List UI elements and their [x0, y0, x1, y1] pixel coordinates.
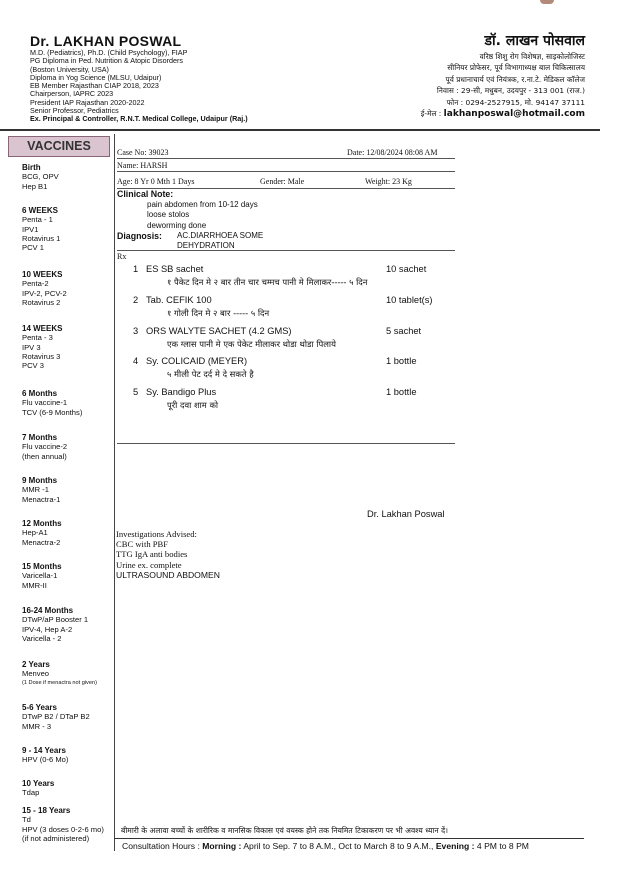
vaccine-item: IPV 3 — [22, 342, 41, 352]
vaccine-item: Menactra-1 — [22, 494, 61, 504]
email-address[interactable]: lakhanposwal@hotmail.com — [443, 109, 585, 120]
visit-date: Date: 12/08/2024 08:08 AM — [347, 148, 438, 157]
vaccine-item: DTwP B2 / DTaP B2 — [22, 712, 90, 722]
rx-item-number: 1 — [133, 264, 139, 274]
rx-drug-name: ES SB sachet — [146, 264, 204, 274]
footer-divider — [114, 838, 584, 839]
investigation-item: Urine ex. complete — [116, 559, 182, 570]
rx-instructions: पूरी दवा शाम को — [167, 400, 219, 410]
vaccine-item: PCV 1 — [22, 243, 44, 253]
patient-gender: Gender: Male — [260, 177, 305, 186]
vaccine-group-heading: Birth — [22, 163, 41, 172]
vaccine-item: Tdap — [22, 788, 40, 798]
clinical-note-line: loose stolos — [147, 210, 190, 220]
vaccines-title: VACCINES — [8, 136, 110, 157]
case-number: Case No: 39023 — [117, 148, 169, 157]
rx-quantity: 1 bottle — [386, 387, 417, 397]
vaccine-item: Rotavirus 3 — [22, 351, 61, 361]
rx-instructions: ५ मीली पेट दर्द मे दे सकते है — [167, 369, 254, 379]
vaccine-group-heading: 6 WEEKS — [22, 206, 59, 215]
footer-advice-hindi: बीमारी के अलावा बच्चों के शारीरिक व मानसिक विकास एवं वयस्क होने तक नियमित टिकाकरण पर भी अवश्य ध्यान दें। — [121, 826, 448, 835]
vaccine-item: (then annual) — [22, 451, 67, 461]
rx-item-number: 2 — [133, 295, 139, 305]
vaccine-item: (if not administered) — [22, 833, 90, 843]
vaccine-group-heading: 15 - 18 Years — [22, 806, 71, 815]
vaccine-item: Hep B1 — [22, 181, 48, 191]
vaccine-item: HPV (3 doses 0-2-6 mo) — [22, 824, 104, 834]
vaccine-item: (1 Dose if menactra not given) — [22, 679, 97, 686]
qualification-line: Chairperson, IAPRC 2023 — [30, 89, 114, 99]
doctor-name-hindi: डॉ. लाखन पोसवाल — [484, 33, 585, 49]
vaccine-group-heading: 5-6 Years — [22, 703, 57, 712]
evening-hours: 4 PM to 8 PM — [476, 841, 529, 851]
vaccine-item: Varicella - 2 — [22, 633, 62, 643]
morning-hours: April to Sep. 7 to 8 A.M., Oct to March 8 to 9 A.M., — [243, 841, 434, 851]
patient-weight: Weight: 23 Kg — [365, 177, 412, 186]
vaccine-item: IPV1 — [22, 224, 39, 234]
qualification-line: President IAP Rajasthan 2020-2022 — [30, 97, 145, 107]
vaccine-group-heading: 15 Months — [22, 562, 62, 571]
qualification-line: EB Member Rajasthan CIAP 2018, 2023 — [30, 81, 159, 91]
vaccine-item: MMR - 3 — [22, 721, 52, 731]
vaccine-item: IPV-2, PCV-2 — [22, 288, 67, 298]
qualification-line: PG Diploma in Ped. Nutrition & Atopic Disorders — [30, 56, 183, 66]
vaccine-group-heading: 7 Months — [22, 433, 58, 442]
clinical-note-label: Clinical Note: — [117, 189, 174, 199]
vaccine-item: Flu vaccine-2 — [22, 442, 68, 452]
consultation-hours — [122, 841, 529, 851]
rx-drug-name: Sy. Bandigo Plus — [146, 387, 217, 397]
vaccine-item: Penta-2 — [22, 279, 49, 289]
evening-label: Evening : — [435, 841, 475, 851]
vaccine-item: Menactra-2 — [22, 537, 61, 547]
rx-label: Rx — [117, 252, 127, 261]
vaccine-item: Penta - 3 — [22, 333, 53, 343]
patient-age: Age: 8 Yr 0 Mth 1 Days — [117, 177, 195, 186]
vaccine-item: DTwP/aP Booster 1 — [22, 615, 89, 625]
vaccine-item: Rotavirus 2 — [22, 297, 61, 307]
vaccine-item: PCV 3 — [22, 361, 44, 371]
vaccine-item: HPV (0-6 Mo) — [22, 755, 69, 765]
rx-item-number: 3 — [133, 326, 139, 336]
doctor-position: Ex. Principal & Controller, R.N.T. Medical College, Udaipur (Raj.) — [30, 114, 248, 124]
vaccine-group-heading: 9 Months — [22, 476, 58, 485]
hindi-line: सीनियर प्रोफेसर, पूर्व विभागाध्यक्ष बाल चिकित्सालय — [447, 63, 585, 73]
vaccine-item: IPV-4, Hep A-2 — [22, 624, 73, 634]
vaccine-item: Penta - 1 — [22, 215, 53, 225]
vaccine-item: Rotavirus 1 — [22, 233, 61, 243]
vaccine-item: MMR -1 — [22, 485, 49, 495]
vaccine-item: Flu vaccine-1 — [22, 398, 68, 408]
vaccine-group-heading: 9 - 14 Years — [22, 746, 66, 755]
vaccine-item: Td — [22, 815, 31, 825]
hindi-phone: फोन : 0294-2527915, मो. 94147 37111 — [446, 97, 585, 107]
vaccine-item: Hep-A1 — [22, 528, 48, 538]
rx-drug-name: Tab. CEFIK 100 — [146, 295, 212, 305]
investigations-label: Investigations Advised: — [116, 529, 197, 539]
investigation-item: TTG IgA anti bodies — [116, 549, 188, 560]
diagnosis-line: AC.DIARRHOEA SOME — [177, 231, 264, 240]
divider — [117, 443, 455, 444]
clinical-note-line: deworming done — [147, 220, 207, 230]
qualification-line: Diploma in Yog Science (MLSU, Udaipur) — [30, 72, 162, 82]
rx-instructions: एक ग्लास पानी मे एक पेकेट मीलाकर थोडा थोडा पिलाये — [167, 339, 336, 349]
rx-drug-name: Sy. COLICAID (MEYER) — [146, 356, 248, 366]
investigations — [116, 529, 220, 580]
vaccine-group-heading: 6 Months — [22, 389, 58, 398]
rx-item-number: 4 — [133, 356, 139, 366]
vaccine-group-heading: 2 Years — [22, 660, 50, 669]
hindi-line: पूर्व प्रधानाचार्य एवं नियंत्रक, र.ना.टे. मेडिकल कॉलेज — [445, 74, 585, 84]
rx-quantity: 1 bottle — [386, 356, 417, 366]
investigation-item: ULTRASOUND ABDOMEN — [116, 569, 220, 580]
rx-drug-name: ORS WALYTE SACHET (4.2 GMS) — [146, 326, 292, 336]
vaccine-group-heading: 10 WEEKS — [22, 270, 63, 279]
vaccine-item: Varicella-1 — [22, 571, 58, 581]
diagnosis-label: Diagnosis: — [117, 231, 162, 241]
rx-quantity: 5 sachet — [386, 326, 422, 336]
rx-instructions: १ पैकेट दिन मे २ बार तीन चार चम्मच पानी मे मिलाकर----- ५ दिन — [167, 277, 368, 287]
rx-quantity: 10 tablet(s) — [386, 295, 433, 305]
hindi-line: वरिष्ठ शिशु रोग विशेषज्ञ, साइकोलोजिस्ट — [479, 52, 585, 61]
diagnosis-line: DEHYDRATION — [177, 240, 235, 250]
vaccine-group-heading: 12 Months — [22, 519, 62, 528]
rx-instructions: १ गोली दिन मे २ बार ----- ५ दिन — [167, 308, 270, 318]
vaccine-item: Menveo — [22, 669, 50, 679]
qualification-line: M.D. (Pediatrics), Ph.D. (Child Psychology), FIAP — [30, 48, 188, 57]
vaccine-group-heading: 10 Years — [22, 779, 55, 788]
patient-name: Name: HARSH — [117, 161, 168, 170]
clinical-note-line: pain abdomen from 10-12 days — [147, 200, 258, 209]
investigation-item: CBC with PBF — [116, 539, 169, 550]
hours-label: Consultation Hours : — [122, 841, 200, 851]
email-label: ई-मेल : — [420, 109, 442, 119]
hindi-address: निवास : 29-सी, मधुबन, उदयपुर - 313 001 (राज.) — [436, 86, 585, 96]
rx-quantity: 10 sachet — [386, 264, 427, 274]
vaccine-item: TCV (6-9 Months) — [22, 407, 83, 417]
doctor-signature: Dr. Lakhan Poswal — [367, 509, 445, 519]
vaccine-group-heading: 16-24 Months — [22, 606, 74, 615]
vaccine-item: BCG, OPV — [22, 172, 59, 182]
doctor-name-english: Dr. LAKHAN POSWAL — [30, 33, 182, 49]
vaccine-item: MMR-II — [22, 580, 47, 590]
qualification-line: Senior Professor, Pediatrics — [30, 106, 119, 116]
rx-item-number: 5 — [133, 387, 139, 397]
qualification-line: (Boston University, USA) — [30, 64, 109, 74]
vaccine-group-heading: 14 WEEKS — [22, 324, 63, 333]
morning-label: Morning : — [202, 841, 242, 851]
